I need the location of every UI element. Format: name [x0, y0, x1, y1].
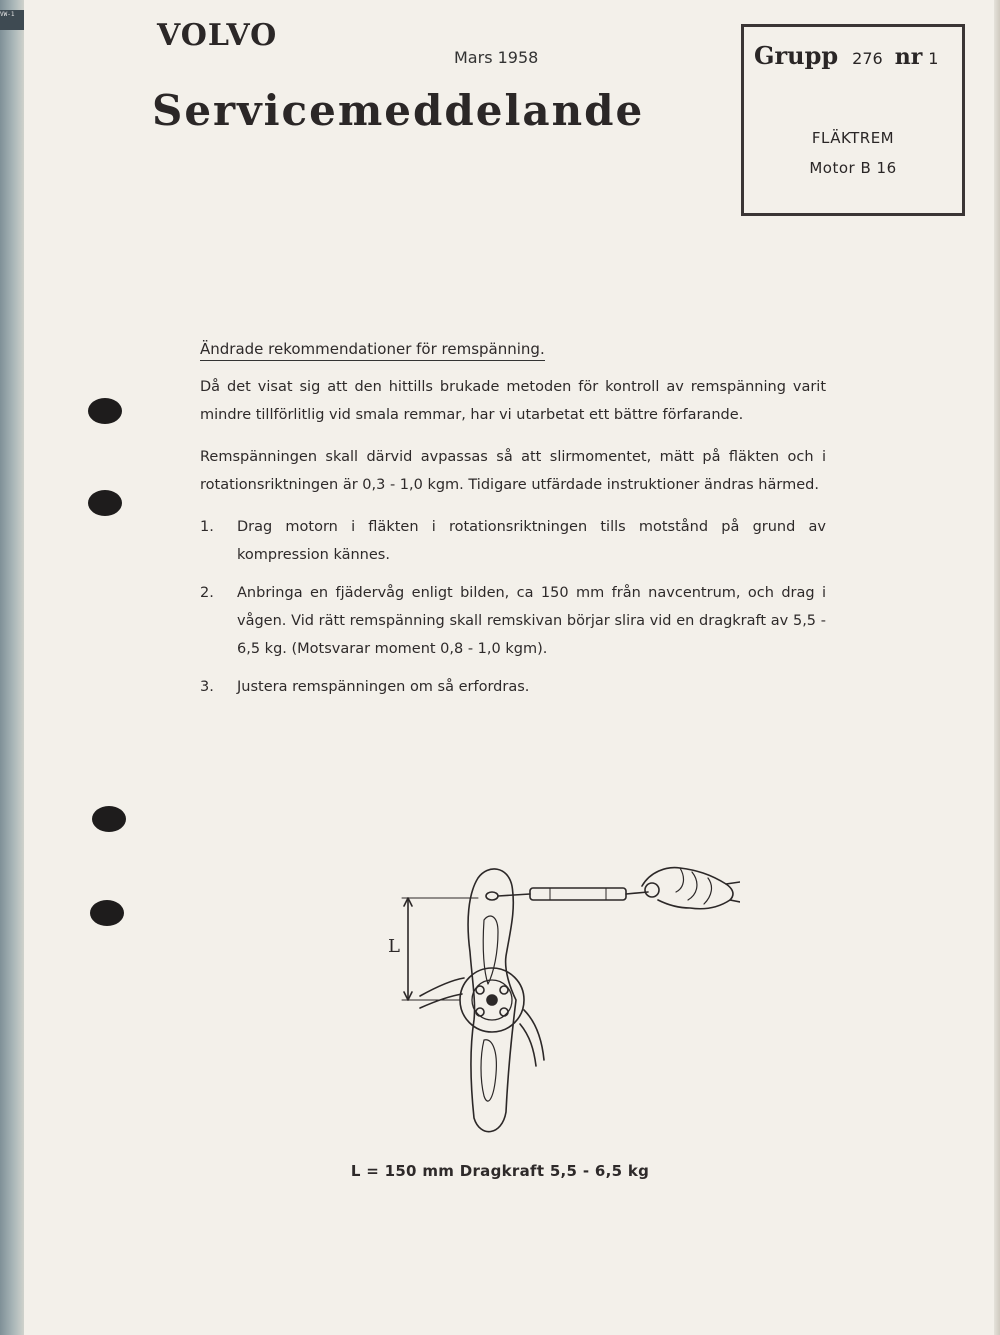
section-heading: Ändrade rekommendationer för remspänning.	[200, 338, 545, 361]
subject-line-2: Motor B 16	[809, 159, 897, 177]
issue-date: Mars 1958	[454, 48, 539, 67]
nr-label: nr	[894, 44, 923, 70]
scale-rod	[498, 894, 530, 896]
hand-finger	[676, 868, 683, 892]
group-box	[741, 24, 965, 216]
fan-belt-illustration	[380, 860, 740, 1150]
brand-logo-text: VOLVO	[157, 18, 278, 53]
hub-bolt	[476, 986, 484, 994]
hand-wrist	[726, 882, 740, 884]
belt-line	[420, 978, 464, 996]
belt-line	[520, 1024, 536, 1066]
hand-finger	[688, 872, 697, 900]
hub-bolt	[476, 1008, 484, 1016]
hand-finger	[704, 878, 711, 904]
hand-wrist	[730, 900, 740, 902]
figure-caption: L = 150 mm Dragkraft 5,5 - 6,5 kg	[350, 1162, 650, 1180]
paragraph: Då det visat sig att den hittills brukade metoden för kontroll av remspänning varit mindre tillförlitlig vid smala remmar, har vi utarbetat ett bättre förfarande.	[200, 379, 826, 423]
step-list	[200, 513, 826, 701]
step-number: 3.	[200, 679, 214, 695]
step-text: Anbringa en fjädervåg enligt bilden, ca 150 mm från navcentrum, och drag i vågen. Vid rätt remspänning skall remskivan börjar slira vid en dragkraft av 5,5 - 6,5 kg. (Motsvarar moment 0,8 - 1,0 kgm).	[237, 585, 826, 657]
group-line	[754, 41, 938, 70]
scale-ring	[645, 883, 659, 897]
step-number: 1.	[200, 519, 214, 535]
step-number: 2.	[200, 585, 214, 601]
group-subject	[744, 123, 962, 183]
document-title: Servicemeddelande	[152, 86, 645, 135]
fan-blade-inner	[483, 916, 498, 984]
scale-hook	[486, 892, 498, 900]
punch-hole	[90, 900, 124, 926]
hub-bolt	[487, 995, 497, 1005]
step-item	[200, 673, 826, 701]
punch-hole	[92, 806, 126, 832]
spring-scale-body	[530, 888, 626, 900]
hand-outline	[642, 868, 733, 909]
scan-edge-right	[994, 0, 1000, 1335]
scan-tag: VW-1	[0, 10, 24, 30]
punch-hole	[88, 490, 122, 516]
group-label: Grupp	[754, 41, 839, 70]
hub-bolt	[500, 1008, 508, 1016]
punch-hole	[88, 398, 122, 424]
dimension-label: L	[388, 936, 400, 957]
step-item	[200, 513, 826, 569]
fan-blade-inner-lower	[481, 1040, 496, 1101]
nr-value: 1	[928, 49, 939, 68]
document-body	[200, 336, 826, 711]
subject-line-1: FLÄKTREM	[811, 129, 895, 147]
scan-edge-left	[0, 0, 24, 1335]
step-text: Drag motorn i fläkten i rotationsriktningen tills motstånd på grund av kompression kännes.	[237, 519, 826, 563]
step-item	[200, 579, 826, 663]
hub-bolt	[500, 986, 508, 994]
belt-line	[420, 994, 462, 1008]
step-text: Justera remspänningen om så erfordras.	[237, 679, 530, 695]
group-number: 276	[852, 49, 883, 68]
paragraph: Remspänningen skall därvid avpassas så att slirmomentet, mätt på fläkten och i rotationsriktningen är 0,3 - 1,0 kgm. Tidigare utfärdade instruktioner ändras härmed.	[200, 449, 826, 493]
